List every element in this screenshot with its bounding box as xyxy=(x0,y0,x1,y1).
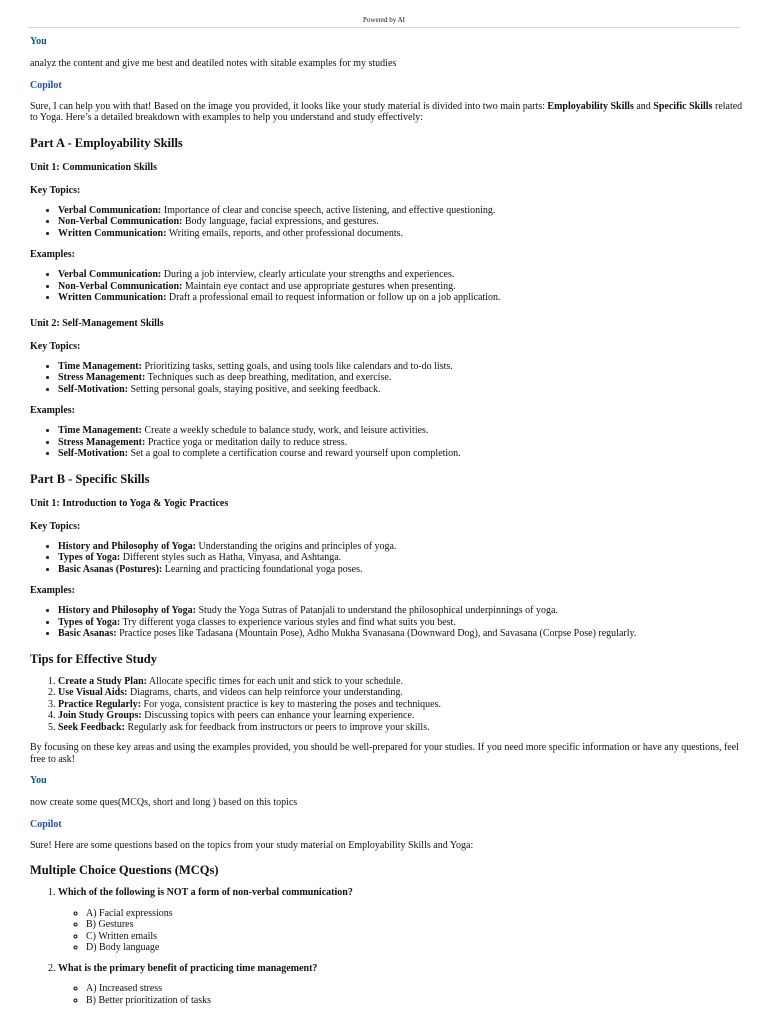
option-list xyxy=(58,908,745,954)
option-item: ◦ A) Increased stress xyxy=(86,983,745,995)
intro-text: Sure, I can help you with that! Based on the image you provided, it looks like your study material is divided into two main parts: xyxy=(30,100,548,112)
key-topics-label: Key Topics: xyxy=(30,184,81,196)
item-text: Study the Yoga Sutras of Patanjali to understand the philosophical underpinnings of yoga. xyxy=(195,605,558,616)
item-term: Practice Regularly: xyxy=(58,698,142,710)
list-item xyxy=(58,361,745,373)
examples-label: Examples: xyxy=(30,585,75,596)
item-text: For yoga, consistent practice is key to mastering the poses and techniques. xyxy=(141,698,441,710)
bullet-list xyxy=(30,541,745,576)
item-term: Stress Management: xyxy=(58,372,146,383)
option-item: ◦ A) Facial expressions xyxy=(86,908,745,920)
intro-text: related to Yoga. Here’s a detailed breakdown with examples to help you understand and study effectively: xyxy=(30,100,743,123)
bullet-list xyxy=(30,605,745,640)
list-item xyxy=(58,564,745,576)
copilot-intro: Sure! Here are some questions based on the topics from your study material on Employability Skills and Yoga: xyxy=(30,839,474,851)
list-item xyxy=(58,710,745,722)
item-term: Time Management: xyxy=(58,425,142,436)
mcq-heading: Multiple Choice Questions (MCQs) xyxy=(30,863,219,877)
list-item xyxy=(58,541,745,553)
powered-by-header: Powered by AI xyxy=(363,16,405,24)
item-text: Importance of clear and concise speech, active listening, and effective questioning. xyxy=(161,204,496,216)
header-divider xyxy=(28,27,740,28)
speaker-you: You xyxy=(30,775,47,786)
closing-paragraph: By focusing on these key areas and using the examples provided, you should be well-prepared for your studies. If you need more specific information or have any questions, feel free to ask! xyxy=(30,742,739,765)
item-term: Self-Motivation: xyxy=(58,448,128,459)
mcq-question xyxy=(58,887,745,954)
item-text: Prioritizing tasks, setting goals, and using tools like calendars and to-do lists. xyxy=(141,360,453,372)
item-text: Writing emails, reports, and other professional documents. xyxy=(166,227,404,239)
item-text: Regularly ask for feedback from instructors or peers to improve your skills. xyxy=(124,721,430,733)
option-item: ◦ B) Better prioritization of tasks xyxy=(86,995,745,1007)
item-text: Maintain eye contact and use appropriate gestures when presenting. xyxy=(182,280,456,292)
item-text: During a job interview, clearly articulate your strengths and experiences. xyxy=(161,269,455,280)
item-term: Basic Asanas (Postures): xyxy=(58,563,163,575)
speaker-you: You xyxy=(30,36,47,47)
item-text: Practice yoga or meditation daily to reduce stress. xyxy=(145,436,348,448)
list-item xyxy=(58,617,745,629)
conversation xyxy=(30,36,745,1006)
key-topics-label: Key Topics: xyxy=(30,520,81,532)
item-term: Create a Study Plan: xyxy=(58,675,147,687)
question-text: Which of the following is NOT a form of non-verbal communication? xyxy=(58,887,353,898)
list-item xyxy=(58,676,745,688)
speaker-copilot: Copilot xyxy=(30,79,62,91)
item-term: Seek Feedback: xyxy=(58,721,125,733)
list-item xyxy=(58,605,745,617)
intro-bold: Employability Skills xyxy=(547,100,634,112)
item-text: Try different yoga classes to experience various styles and find what suits you best. xyxy=(120,616,456,628)
speaker-copilot: Copilot xyxy=(30,818,62,830)
option-item: ◦ C) Written emails xyxy=(86,931,745,943)
intro-bold: Specific Skills xyxy=(653,100,713,112)
item-term: History and Philosophy of Yoga: xyxy=(58,605,196,616)
item-text: Understanding the origins and principles of yoga. xyxy=(195,540,397,552)
list-item xyxy=(58,205,745,217)
bullet-list xyxy=(30,205,745,240)
item-text: Allocate specific times for each unit and stick to your schedule. xyxy=(146,675,404,687)
item-term: Basic Asanas: xyxy=(58,628,117,639)
numbered-list xyxy=(30,676,745,734)
item-term: Join Study Groups: xyxy=(58,710,142,721)
unit-heading: Unit 2: Self-Management Skills xyxy=(30,317,164,329)
option-item: ◦ D) Body language xyxy=(86,942,745,954)
option-item: ◦ B) Gestures xyxy=(86,919,745,931)
list-item xyxy=(58,372,745,384)
item-text: Create a weekly schedule to balance study, work, and leisure activities. xyxy=(141,425,429,436)
list-item xyxy=(58,292,745,304)
item-term: Verbal Communication: xyxy=(58,269,162,280)
item-term: Verbal Communication: xyxy=(58,204,162,216)
item-text: Draft a professional email to request information or follow up on a job application. xyxy=(166,292,501,303)
item-text: Setting personal goals, staying positive, and seeking feedback. xyxy=(128,383,381,395)
list-item xyxy=(58,437,745,449)
item-term: Self-Motivation: xyxy=(58,383,128,395)
examples-label: Examples: xyxy=(30,249,75,260)
item-term: Non-Verbal Communication: xyxy=(58,216,183,227)
list-item xyxy=(58,269,745,281)
user-message: analyz the content and give me best and deatiled notes with sitable examples for my studies xyxy=(30,58,397,69)
item-text: Body language, facial expressions, and gestures. xyxy=(182,216,379,227)
list-item xyxy=(58,425,745,437)
mcq-question xyxy=(58,963,745,1007)
unit-heading: Unit 1: Introduction to Yoga & Yogic Practices xyxy=(30,497,229,509)
item-text: Techniques such as deep breathing, meditation, and exercise. xyxy=(145,372,392,383)
item-term: Time Management: xyxy=(58,360,142,372)
user-message: now create some ques(MCQs, short and long ) based on this topics xyxy=(30,797,298,808)
list-item xyxy=(58,552,745,564)
mcq-list xyxy=(30,887,745,1006)
list-item xyxy=(58,687,745,699)
list-item xyxy=(58,384,745,396)
item-term: Stress Management: xyxy=(58,436,146,448)
list-item xyxy=(58,448,745,460)
question-text: What is the primary benefit of practicing time management? xyxy=(58,962,318,974)
list-item xyxy=(58,228,745,240)
examples-label: Examples: xyxy=(30,405,75,416)
item-term: Written Communication: xyxy=(58,227,167,239)
item-term: Types of Yoga: xyxy=(58,552,121,563)
copilot-intro xyxy=(30,101,745,124)
item-term: Written Communication: xyxy=(58,292,167,303)
item-text: Learning and practicing foundational yoga poses. xyxy=(162,563,363,575)
list-item xyxy=(58,699,745,711)
tips-heading: Tips for Effective Study xyxy=(30,651,157,666)
key-topics-label: Key Topics: xyxy=(30,340,81,352)
item-text: Different styles such as Hatha, Vinyasa, and Ashtanga. xyxy=(120,552,342,563)
list-item xyxy=(58,281,745,293)
option-list xyxy=(58,983,745,1006)
bullet-list xyxy=(30,425,745,460)
item-term: Use Visual Aids: xyxy=(58,687,128,698)
item-term: History and Philosophy of Yoga: xyxy=(58,540,196,552)
list-item xyxy=(58,628,745,640)
item-text: Set a goal to complete a certification course and reward yourself upon completion. xyxy=(128,448,461,459)
item-text: Practice poses like Tadasana (Mountain Pose), Adho Mukha Svanasana (Downward Dog), and Savasana (Corpse Pose) regularly. xyxy=(116,628,637,639)
intro-text: and xyxy=(633,100,654,112)
bullet-list xyxy=(30,269,745,304)
part-b-heading: Part B - Specific Skills xyxy=(30,471,150,486)
part-a-heading: Part A - Employability Skills xyxy=(30,135,183,150)
list-item xyxy=(58,722,745,734)
item-text: Discussing topics with peers can enhance your learning experience. xyxy=(141,710,415,721)
bullet-list xyxy=(30,361,745,396)
unit-heading: Unit 1: Communication Skills xyxy=(30,161,157,173)
list-item xyxy=(58,216,745,228)
item-text: Diagrams, charts, and videos can help reinforce your understanding. xyxy=(127,687,403,698)
item-term: Types of Yoga: xyxy=(58,616,121,628)
item-term: Non-Verbal Communication: xyxy=(58,280,183,292)
